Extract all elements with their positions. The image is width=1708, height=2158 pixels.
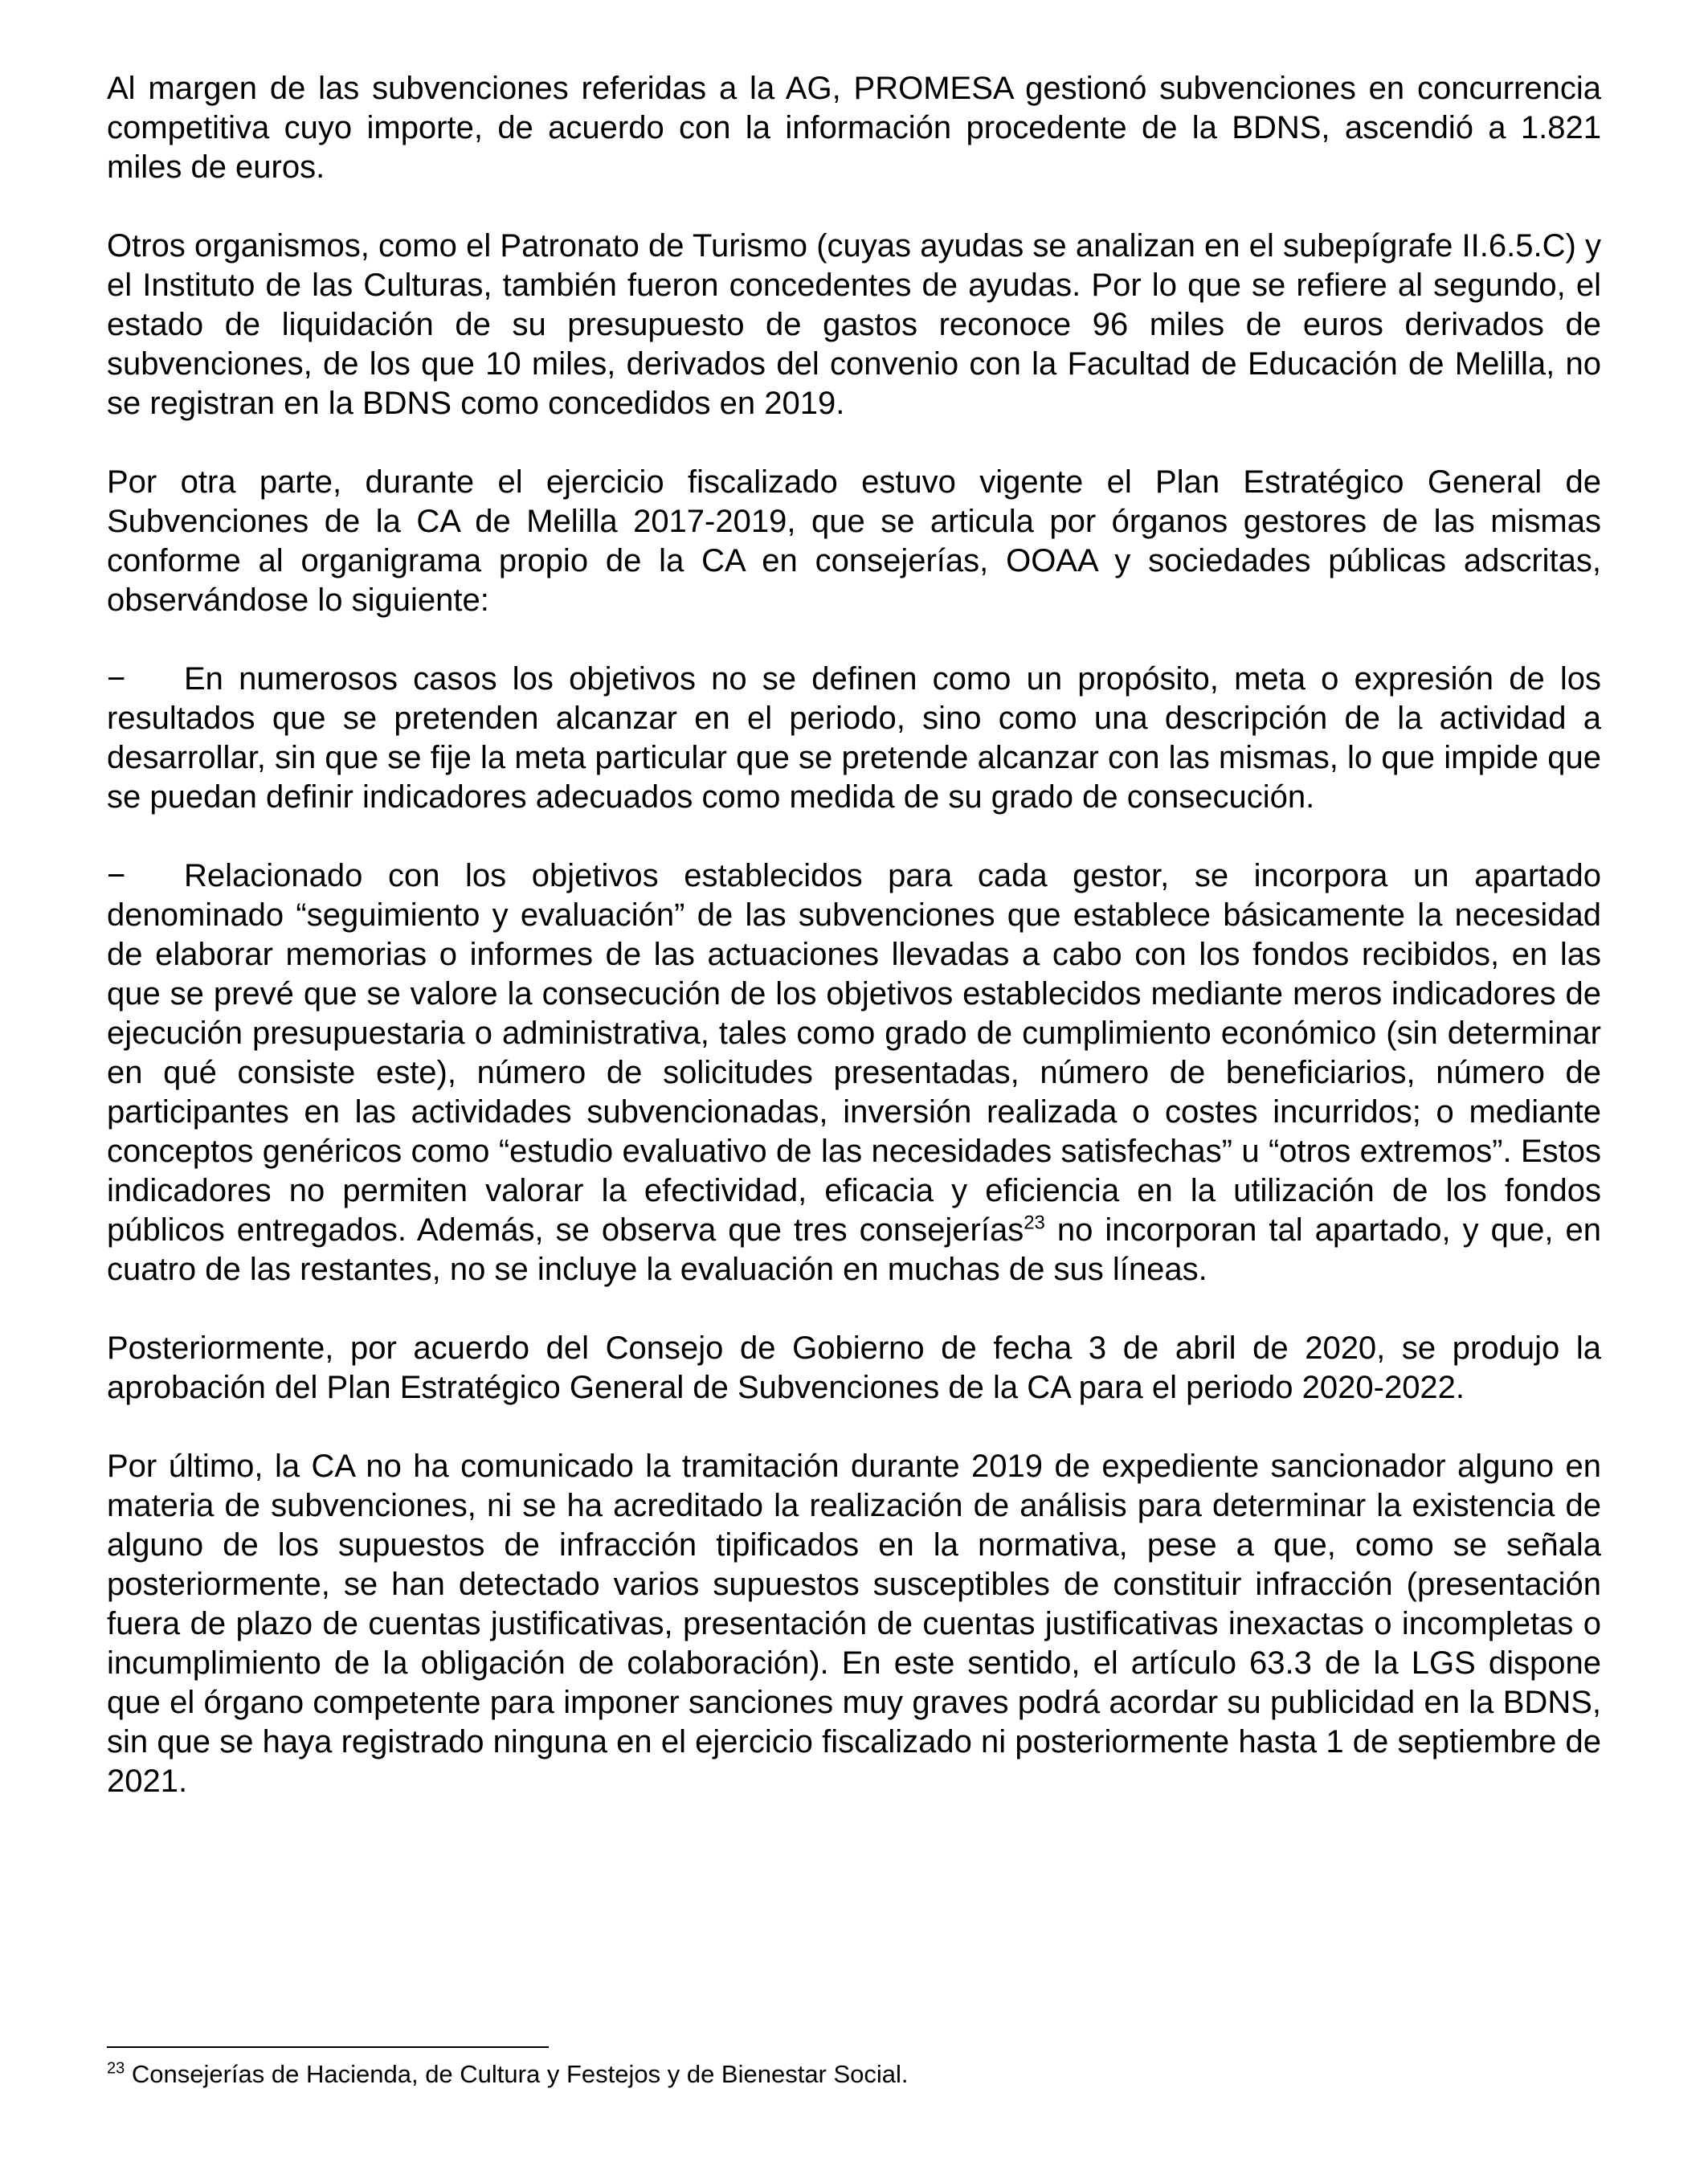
footnote bbox=[107, 2058, 1601, 2091]
footnote-reference[interactable]: 23 bbox=[1024, 1212, 1045, 1234]
footnote-number: 23 bbox=[107, 2059, 125, 2078]
dash-marker: − bbox=[107, 661, 126, 697]
bullet-objectives bbox=[107, 660, 1601, 817]
document-body bbox=[107, 69, 1601, 1841]
paragraph-other-organisms: Otros organismos, como el Patronato de Turismo (cuyas ayudas se analizan en el subepígrafe II.6.5.C) y el Instituto de las Culturas, también fueron concedentes de ayudas. Por lo que se refiere al segundo, el estado de liquidación de su presupuesto de gastos reconoce 96 miles de euros derivados de subvenciones, de los que 10 miles, derivados del convenio con la Facultad de Educación de Melilla, no se registran en la BDNS como concedidos en 2019. bbox=[107, 228, 1601, 421]
paragraph-plan-2020-2022: Posteriormente, por acuerdo del Consejo de Gobierno de fecha 3 de abril de 2020, se produjo la aprobación del Plan Estratégico General de Subvenciones de la CA para el periodo 2020-2022. bbox=[107, 1330, 1601, 1405]
footnote-text: Consejerías de Hacienda, de Cultura y Festejos y de Bienestar Social. bbox=[125, 2060, 909, 2088]
paragraph-promesa-subsidies: Al margen de las subvenciones referidas a la AG, PROMESA gestionó subvenciones en concurrencia competitiva cuyo importe, de acuerdo con la información procedente de la BDNS, ascendió a 1.821 miles de euros. bbox=[107, 71, 1601, 185]
paragraph-strategic-plan: Por otra parte, durante el ejercicio fiscalizado estuvo vigente el Plan Estratégico General de Subvenciones de la CA de Melilla 2017-2019, que se articula por órganos gestores de las mismas conforme al organigrama propio de la CA en consejerías, OOAA y sociedades públicas adscritas, observándose lo siguiente: bbox=[107, 464, 1601, 618]
bullet-monitoring-text-end: no incorporan tal apartado, y que, en cuatro de las restantes, no se incluye la evaluación en muchas de sus líneas. bbox=[107, 1212, 1601, 1287]
bullet-objectives-text: En numerosos casos los objetivos no se definen como un propósito, meta o expresión de los resultados que se pretenden alcanzar en el periodo, sino como una descripción de la actividad a desarrollar, sin que se fije la meta particular que se pretende alcanzar con las mismas, lo que impide que se puedan definir indicadores adecuados como medida de su grado de consecución. bbox=[107, 661, 1601, 815]
paragraph-sanctions: Por último, la CA no ha comunicado la tramitación durante 2019 de expediente sancionador alguno en materia de subvenciones, ni se ha acreditado la realización de análisis para determinar la existencia de alguno de los supuestos de infracción tipificados en la normativa, pese a que, como se señala posteriormente, se han detectado varios supuestos susceptibles de constituir infracción (presentación fuera de plazo de cuentas justificativas, presentación de cuentas justificativas inexactas o incompletas o incumplimiento de la obligación de colaboración). En este sentido, el artículo 63.3 de la LGS dispone que el órgano competente para imponer sanciones muy graves podrá acordar su publicidad en la BDNS, sin que se haya registrado ninguna en el ejercicio fiscalizado ni posteriormente hasta 1 de septiembre de 2021. bbox=[107, 1449, 1601, 1799]
dash-marker: − bbox=[107, 858, 126, 893]
footnote-separator bbox=[107, 2046, 549, 2048]
bullet-monitoring-evaluation bbox=[107, 856, 1601, 1289]
bullet-monitoring-text-start: Relacionado con los objetivos establecidos para cada gestor, se incorpora un apartado denominado “seguimiento y evaluación” de las subvenciones que establece básicamente la necesidad de elaborar memorias o informes de las actuaciones llevadas a cabo con los fondos recibidos, en las que se prevé que se valore la consecución de los objetivos establecidos mediante meros indicadores de ejecución presupuestaria o administrativa, tales como grado de cumplimiento económico (sin determinar en qué consiste este), número de solicitudes presentadas, número de beneficiarios, número de participantes en las actividades subvencionadas, inversión realizada o costes incurridos; o mediante conceptos genéricos como “estudio evaluativo de las necesidades satisfechas” u “otros extremos”. Estos indicadores no permiten valorar la efectividad, eficacia y eficiencia en la utilización de los fondos públicos entregados. Además, se observa que tres consejerías bbox=[107, 858, 1601, 1248]
